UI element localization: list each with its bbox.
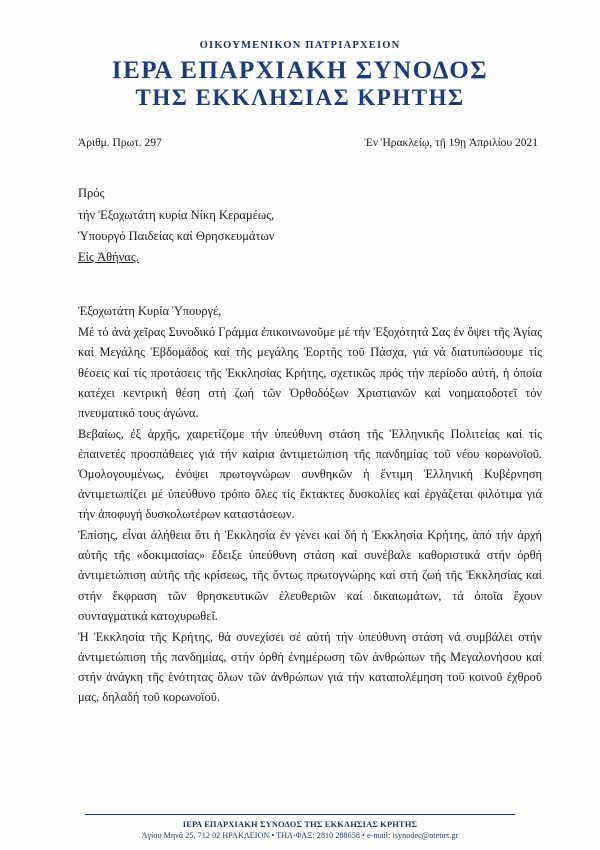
body-opening: Ἐξοχωτάτη Κυρία Ὑπουργέ, [78,304,222,319]
letter-body [52,301,548,707]
footer-divider [85,814,515,815]
place-and-date: Ἐν Ἡρακλείῳ, τῇ 19ῃ Ἀπριλίου 2021 [364,136,538,149]
addressee-salutation: Πρός [78,185,105,200]
addressee-title: Ὑπουργό Παιδείας καί Θρησκευμάτων [78,229,275,243]
footer-organization: ΙΕΡΑ ΕΠΑΡΧΙΑΚΗ ΣΥΝΟΔΟΣ ΤΗΣ ΕΚΚΛΗΣΙΑΣ ΚΡΗΤΗΣ [182,820,418,829]
body-paragraph: Ἐπίσης, εἶναι ἀλήθεια ὅτι ἡ Ἐκκλησία ἐν γένει καί δή ἡ Ἐκκλησία Κρήτης, ἀπό τήν ἀρχή αὐτῆς τῆς «δοκιμασίας» ἔδειξε ὑπεύθυνη στάση καί συνέβαλε καθοριστικά στήν ὀρθή ἀντιμετώπιση αὐτῆς τῆς κρίσεως, τῆς ὄντως πρωτογνώρης καί στή ζωή τῆς Ἐκκλησίας καί στήν ἔκφραση τῶν θρησκευτικῶν ἐλευθεριῶν καί δικαιωμάτων, τά ὁποῖα ἔχουν συνταγματικά κατοχυρωθεῖ. [78,528,542,623]
letterhead-patriarchate: ΟΙΚΟΥΜΕΝΙΚΟΝ ΠΑΤΡΙΑΡΧΕΙΟΝ [199,40,401,51]
body-paragraph: Ἡ Ἐκκλησία τῆς Κρήτης, θά συνεχίσει σέ αὐτή τήν ὑπεύθυνη στάση νά συμβάλει στήν ἀντιμετώπιση τῆς πανδημίας, στήν ὀρθή ἐνημέρωση τῶν ἀνθρώπων τῆς Μεγαλονήσου καί στήν ἀνάγκη τῆς ἑνότητας ὅλων τῶν ἀνθρώπων γιά τήν καταπολέμηση τοῦ κοινοῦ ἐχθροῦ μας, δηλαδή τοῦ κορωνοϊοῦ. [78,629,542,705]
letterhead-church-title: ΤΗΣ ΕΚΚΛΗΣΙΑΣ ΚΡΗΤΗΣ [135,85,465,110]
letterhead [52,40,548,111]
body-paragraph: Βεβαίως, ἐξ ἀρχῆς, χαιρετίζομε τήν ὑπεύθυνη στάση τῆς Ἑλληνικῆς Πολιτείας καί τίς ἐπαινετές προσπάθειες γιά τήν καίρια ἀντιμετώπιση τῆς πανδημίας τοῦ νέου κορωνοϊοῦ. Ὁμολογουμένως, ἐνόψει πρωτογνώρων συνθηκῶν ἡ ἔντιμη Ἑλληνική Κυβέρνηση ἀντιμετωπίζει μέ ὑπεύθυνο τρόπο ὅλες τίς ἔκτακτες δυσκολίες καί ἐργάζεται φιλότιμα γιά τήν ἀποφυγή δυσκολωτέρων καταστάσεων. [78,426,542,522]
footer-contact: Ἁγίου Μηνᾶ 25, 712 02 ΗΡΑΚΛΕΙΟΝ • ΤΗΛ-ΦΑΞ: 2810 288658 • e-mail: isynodec@otenet.gr [141,831,459,840]
addressee-block [52,183,548,268]
body-paragraph: Μέ τό ἀνά χεῖρας Συνοδικό Γράμμα ἐπικοινωνοῦμε μέ τήν Ἐξοχότητά Σας ἐν ὄψει τῆς Ἁγίας καί Μεγάλης Ἑβδομάδος καί τῆς μεγάλης Ἑορτῆς τοῦ Πάσχα, γιά νά διατυπώσουμε τίς θέσεις καί τίς προτάσεις τῆς Ἐκκλησίας Κρήτης, σχετικῶς πρός τήν περίοδο αὐτή, ἡ ὁποία κατέχει κεντρική θέση στή ζωή τῶν Ὀρθοδόξων Χριστιανῶν καί νοηματοδοτεῖ τόν πνευματικό τους ἀγώνα. [78,325,542,420]
document-footer [0,814,600,840]
document-meta [52,137,548,149]
protocol-number: Ἀριθμ. Πρωτ. 297 [78,136,162,149]
letterhead-synod-title: ΙΕΡΑ ΕΠΑΡΧΙΑΚΗ ΣΥΝΟΔΟΣ [111,57,489,84]
addressee-name: τήν Ἐξοχωτάτη κυρία Νίκη Κεραμέως, [78,208,275,223]
addressee-city: Εἰς Ἀθήνας. [78,249,139,264]
